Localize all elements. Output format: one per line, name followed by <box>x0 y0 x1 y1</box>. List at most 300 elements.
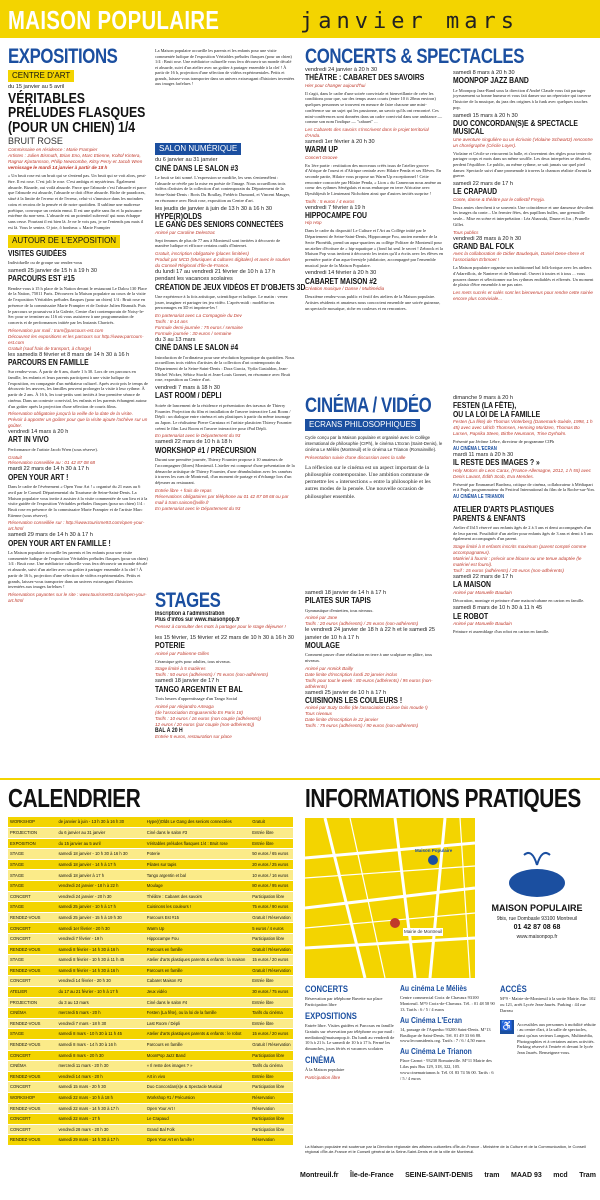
calendar-type: RENDEZ-VOUS <box>8 1103 56 1114</box>
calendar-event: Moulage <box>145 881 250 892</box>
calendar-event: Véritables préludes flasques 1/4 : Bruit rose <box>145 838 250 849</box>
artvivo-resa: Réservation conseillée au : 01 42 87 08 68 <box>8 460 96 466</box>
stages-sub2[interactable]: Plus d'infos sur www.maisonpop.fr <box>155 617 240 624</box>
hippo-sub: Hip Hop <box>305 220 322 226</box>
info-acces-text: M°9 - Mairie-de-Montreuil à la sortie Mairie. Bus 102 ou 121, arrêt Lycée Jean-Jaurès. Parking : 44 rue Dareau <box>500 996 596 1013</box>
s2-title-2: LE GANG DES SENIORS CONNECTÉES <box>155 220 284 230</box>
calendar-date: samedi 8 mars - 14 h 30 à 16 h <box>56 1039 144 1050</box>
cuisine-tarif2: Tarifs : 75 euros (adhérents) / 90 euros (non-adhérents) <box>305 723 419 729</box>
salon-tag: SALON NUMÉRIQUE <box>155 143 241 155</box>
cabmaison-sub: Création musique / Danse / Multimédia <box>305 286 385 292</box>
calendar-row <box>8 1082 293 1093</box>
moulage-date: le vendredi 24 janvier de 18 h à 22 h et le samedi 25 janvier de 10 h à 17 h <box>305 627 435 641</box>
calendar-type: STAGE <box>8 849 56 860</box>
centre-tag: CENTRE D'ART <box>8 70 74 82</box>
calendar-date: samedi 1er février - 20 h 30 <box>56 923 144 934</box>
crapaud-text: Deux amies cherchent à se souvenir. Une coïncidence et une danseuse dévoilent les images du conte... Un fermier fêtes, des papillons bulles, une grenouille seule... Mise en scène et interprétation : Léa Abarzaki, Dasne et Jos ; Prunelle Gillet. <box>453 204 594 227</box>
whale-logo-icon <box>502 843 572 903</box>
calendar-type: STAGE <box>8 1029 56 1040</box>
parcours-date: samedi 25 janvier de 15 h à 19 h 30 <box>8 267 97 274</box>
maison-pin-icon <box>428 855 438 865</box>
calendar-event: Last Room / Dépli <box>145 1018 250 1029</box>
calendar-price: 30 euros / 75 euros <box>250 987 293 998</box>
hippo-title: HIPPOCAMPE FOU <box>305 211 367 221</box>
poterie-tarif: Stage limité à 5 matières <box>155 666 206 672</box>
infos-header <box>305 785 597 815</box>
warmup-date: samedi 1er février à 20 h 30 <box>305 138 375 145</box>
calendar-type: STAGE <box>8 902 56 913</box>
festen-title-2: OU LA LOI DE LA FAMILLE <box>453 409 541 419</box>
cuisine-title: CUISINONS LES COULEURS ! <box>305 695 403 705</box>
poterie-anime: Animé par Fabienne Gilles <box>155 650 210 656</box>
calendar-price: Gratuit / Réservation <box>250 1039 293 1050</box>
famille-date: les samedis 8 février et 8 mars de 14 h 30 à 16 h <box>8 351 130 358</box>
l1-part: En partenariat avec le Département du 93 <box>155 433 241 439</box>
duo-sub: Une aventure singulière ou un écrivain (Violaine Schwartz) rencontre un chorégraphe (Cécile Loyer). <box>453 136 593 148</box>
calendar-event: Parcours Est #15 <box>145 912 250 923</box>
calendar-table <box>8 817 293 1146</box>
pilates-anime: Animé par Jane <box>305 615 338 621</box>
calendar-type: CONCERT <box>8 976 56 987</box>
festen-lieu: AU CINÉMA L'ECRAN <box>453 445 497 452</box>
robot-date: samedi 8 mars de 10 h 30 à 11 h 45 <box>453 605 543 612</box>
info-concerts-heading: CONCERTS <box>305 984 348 994</box>
moonpop-title: MOONPOP JAZZ BAND <box>453 76 529 86</box>
info-acces-heading: ACCÈS <box>500 984 527 994</box>
calendar-row <box>8 1103 293 1114</box>
salon-column <box>155 140 306 585</box>
stages-title: STAGES <box>155 589 221 612</box>
open2-text: La Maison populaire accueille les parents et les enfants pour une visite commentée ludique de l'exposition Véritables préludes flasques (pour un chien) 1/4 : Bruit rose. Une médiatrice culturelle vous fera découvrir un monde décalé et absurde, suivi d'un atelier avec un goûter à partager ensemble à la clef ! À partir de 16 h, projection d'une sélection de vidéos expérimentales. Petits et grands, laissez-vous transporter dans un univers extravagant d'histoires inventées aux images farfelues ! <box>8 550 148 590</box>
hippo-date: vendredi 7 février à 19 h <box>305 204 366 211</box>
concerts-right <box>453 70 595 386</box>
cabmaison-date: vendredi 14 février à 20 h 30 <box>305 270 377 277</box>
calendar-row <box>8 902 293 913</box>
calendar-type: CONCERT <box>8 934 56 945</box>
calendar-date: vendredi 14 février - 20 h 30 <box>56 976 144 987</box>
logo-93: SEINE-SAINT-DENIS <box>405 1172 473 1180</box>
section-divider <box>0 778 600 780</box>
duo-text: Violaine et Cécile se retrouvent la balle, et s'inventent des règles pour tenter de partager corps et mots dans un même souffle. Les deux interprètes se décalent, perdent l'équilibre. Le public, au même rythme, se sait jamais sur quel pied danser. Spectacle suivi d'une promenade à travers la chanson réaliste d'avant la guerre. <box>453 150 592 179</box>
calendar-date: samedi 18 janvier - 10 h 30 à 16 h 30 <box>56 849 144 860</box>
moulage-tarif2: Tarifs pour tout le week : 80 euros (adhérents) / 95 euros (non-adhérents) <box>305 677 433 689</box>
tango-anime: Animé par Alejandro Arteaga <box>155 703 214 709</box>
calendar-price: Entrée libre <box>250 828 293 839</box>
calendar-event: Workshop #1 / Précursion <box>145 1092 250 1103</box>
calendar-event: Parcours en famille <box>145 944 250 955</box>
expo-artists-list: Artistes : Julien Bismuth, Brian Eno, Marc Etienne, Koltof Kintera, Ragnar Kjartansson, Philip Newcombe, Kitsy Perry et Jacob Wren <box>8 153 143 165</box>
tango-tarif1: Tarifs : 10 euros / 16 euros (non couple (adhérents)) <box>155 715 262 721</box>
calendar-row <box>8 817 293 828</box>
warmup-sub: Concert Groove <box>305 154 338 160</box>
s2-produit: Produit par MCD (Musiques & cultures digitales) et avec le soutien du Conseil Régional d'Île-de-France. <box>155 257 291 269</box>
cinema-tag: ECRANS PHILOSOPHIQUES <box>305 419 420 431</box>
cinema-intro-note: Présentation suivie d'une discussion avec la salle <box>305 454 406 460</box>
calendar-event: Art in vivo <box>145 1071 250 1082</box>
calendar-type: PROJECTION <box>8 828 56 839</box>
moulage-text: Comment passer d'une réalisation en terre à une sculpture en plâtre, tous niveaux. <box>305 652 433 663</box>
street <box>305 866 475 878</box>
logo-block <box>478 818 596 978</box>
calendar-price: Participation libre <box>250 1124 293 1135</box>
calendar-event: Jeux vidéo <box>145 987 250 998</box>
moulage-tarif1: Date limite d'inscription lundi 20 janvier inclus <box>305 671 398 677</box>
atelier-text: Atelier d'1h15 réservé aux enfants âgés de 2 à 3 ans et demi accompagnés d'un de leur parent. Possibilité d'un atelier pour enfants âgés de 3 ans et demi à 5 ans également accompagnés d'un parent. <box>453 524 593 542</box>
info-trianon-heading: Au Cinéma Le Trianon <box>400 1047 472 1057</box>
calendar-row <box>8 955 293 966</box>
calendar-row <box>8 1008 293 1019</box>
logo-name: MAISON POPULAIRE <box>491 903 583 914</box>
s3-date: du lundi 17 au vendredi 21 février de 10 h à 17 h pendant les vacances scolaires <box>155 269 276 283</box>
cabaret-sub: Hier pour changer aujourd'hui <box>305 82 366 88</box>
tango-tarif2: 12 euros / 20 euros (par couple (non-adhérents)) <box>155 721 255 727</box>
open1-date: mardi 22 mars de 14 h 30 à 17 h <box>8 466 89 473</box>
calendar-price: Participation libre <box>250 1082 293 1093</box>
calendar-price: Participation libre <box>250 1114 293 1125</box>
calendar-event: Parcours en famille <box>145 1039 250 1050</box>
calendar-type: STAGE <box>8 870 56 881</box>
expositions-column <box>8 46 148 806</box>
calendar-event: Hype(r)Olds Le Gang des seniors connectées <box>145 817 250 828</box>
visites-title: VISITES GUIDÉES <box>8 248 67 258</box>
calendar-row <box>8 870 293 881</box>
calendar-event: Ciné dans le salon #3 <box>145 828 250 839</box>
calendar-price: Tarifs du cinéma <box>250 1008 293 1019</box>
calendar-type: CONCERT <box>8 1114 56 1125</box>
warmup-text: En 1ère partie : restitution des morceaux créés issus de l'atelier groove d'Afrique de l'ouest et d'Afrique centrale avec Hilaire Penda et ses Elèves. En seconde partie, Hilaire vous propose un Warm'Up exceptionnel ! Cette rencontre concoctée par Hilaire Penda, « Lion » du Cameroun nous amène au coeur des rythmes Sénégalais et nous embarque en terre Africaine avec Djeuhlijeuh le Lieutenant Nichobien ainsi que d'autres invités surprise ! <box>305 162 442 197</box>
famille-title: PARCOURS EN FAMILLE <box>8 357 89 367</box>
calendar-row <box>8 934 293 945</box>
pilates-title: PILATES SUR TAPIS <box>305 596 371 606</box>
moonpop-text: Le Moonpop Jazz-Band sous la direction d'André Claude vous fait partager joyeusement sa bonne humeur et vous fait danser sur un répertoire qui traverse l'histoire de la musique, du jazz des origines à la funk avec quelques touches pop. <box>453 87 592 110</box>
s3-title: CRÉATION DE JEUX VIDÉOS ET D'OBJETS 3D <box>155 282 306 292</box>
s2-gratuit: Gratuit, inscription obligatoire (places limitées) <box>155 251 249 257</box>
info-access-text: Accessibles aux personnes à mobilité réduite : au centre d'art, à la salle de spectacles, ainsi qu'aux secteurs Langues, Multimédia, Photographies et à certaines autres activités. Parking réservé à l'entrée et devant le lycée Jean Jaurès. Renseignez-vous. <box>517 1021 596 1056</box>
map-label-maison: Maison Populaire <box>415 848 453 853</box>
s4-title: CINÉ DANS LE SALON #4 <box>155 343 239 353</box>
calendar-price: Gratuit / Réservation <box>250 944 293 955</box>
artvivo-gratuit: Gratuit <box>8 454 22 460</box>
calendar-date: mercredi 11 mars - 20 h 30 <box>56 1061 144 1072</box>
logo-tram: Tram <box>579 1172 596 1180</box>
famille-text: Sur rendez-vous. À partir de 6 ans, durée 1 h 30. Lors de ces parcours en famille, les enfants et leurs parents participent à une visite ludique de l'exposition, en compagnie d'un médiateur culturel. Après avoir pris le temps de découvrir les œuvres, les familles peuvent prolonger la visite à leur rythme. À partir de 2 ans. À 16 h, les tout-petits sont invités à leur première séance de cinéma. Dans un contexte convivial, les enfants et les parents échangent autour d'un goûter après la projection d'une sélection de courts films. <box>8 369 148 409</box>
festen-text: Festen (La fête) de Thomas Vinterberg (Danemark-Suède, 1998, 1 h 45) avec avec Ulrich Thomsen, Henning Moritzen, Thomas Bo Larsen, Paprika Steen, Birthe Neumann, Trine Dyrholm. <box>453 419 593 436</box>
calendar-event: Warm Up <box>145 923 250 934</box>
cuisine-date: samedi 25 janvier de 10 h à 17 h <box>305 689 387 696</box>
festen-date: dimanche 9 mars à 20 h <box>453 395 514 401</box>
calendar-type: RENDEZ-VOUS <box>8 965 56 976</box>
artvivo-title: ART IN VIVO <box>8 435 49 445</box>
info-trianon-text: Place Carnot - 93230 Romainville. M°11 Mairie des Lilas puis Bus 129, 318, 322, 105. www.cinematrianon.fr. Tél. 01 83 74 56 00. Tarifs : 6 / 5 / 4 euros <box>400 1058 494 1081</box>
calendar-row <box>8 976 293 987</box>
calendar-date: samedi 25 janvier - 15 h à 19 h 30 <box>56 912 144 923</box>
footer-text: La Maison populaire est soutenue par la Direction régionale des affaires culturelles d'Île-de-France - Ministère de la Culture et de la Communication, le Conseil régional d'Île-de-France et le Conseil général de la Seine-Saint-Denis et de la ville de Montreuil. <box>305 1144 586 1155</box>
parcours-links[interactable]: Découvrez les expositions et les parcours sur http://www.parcours-est.com <box>8 333 144 345</box>
balfolk-date: vendredi 28 mars à 20 h 30 <box>453 235 522 242</box>
season-label: janvier mars <box>300 9 519 34</box>
logo-site[interactable]: www.maisonpop.fr <box>516 933 558 940</box>
calendar-price: Participation libre <box>250 891 293 902</box>
calendar-row <box>8 1061 293 1072</box>
s3-formule1: Formule demi-journée : 75 euros / semaine <box>155 325 243 331</box>
tango-title: TANGO ARGENTIN ET BAL <box>155 684 243 694</box>
festen-pres: Présenté par Jérôme Lèbre, directeur de programme CIPh <box>453 438 555 444</box>
calendar-type: EXPOSITION <box>8 838 56 849</box>
l1-date: vendredi 7 mars à 18 h 30 <box>155 385 220 392</box>
map-label-mairie: Mairie de Montreuil <box>404 929 443 934</box>
open2-date: samedi 29 mars de 14 h 30 à 17 h <box>8 532 93 539</box>
calendar-section <box>8 785 293 1195</box>
calendar-event: Cabaret Maison #2 <box>145 976 250 987</box>
cabaret-date: vendredi 24 janvier à 20 h 30 <box>305 67 378 73</box>
atelier-title-1: ATELIER D'ARTS PLASTIQUES <box>453 505 554 515</box>
moulage-title: MOULAGE <box>305 640 340 650</box>
tango-bal: BAL À 20 H <box>155 727 183 734</box>
crapaud-date: samedi 22 mars de 17 h <box>453 181 514 188</box>
moulage-anime: Animé par Annick Bailly <box>305 665 354 671</box>
calendar-date: samedi 18 janvier - 14 h à 17 h <box>56 859 144 870</box>
calendar-date: vendredi 24 janvier - 18 h à 22 h <box>56 881 144 892</box>
open1-resa[interactable]: Réservation conseillée sur : http://www.tourisme93.com/open-your-art.html <box>8 520 145 532</box>
logo-maad: MAAD 93 <box>511 1172 542 1180</box>
w-title: WORKSHOP #1 / PRÉCURSION <box>155 445 257 455</box>
street <box>460 818 470 978</box>
calendar-type: CONCERT <box>8 923 56 934</box>
info-expo-heading: EXPOSITIONS <box>305 1010 357 1021</box>
infos-title: INFORMATIONS PRATIQUES <box>305 783 581 813</box>
calendar-row <box>8 923 293 934</box>
parcours-text: Rendez-vous à 15 h place de la Nation devant le restaurant Le Dalou 130 Place de la Nation, 75011 Paris. Découvrez la Maison populaire au cours de la visite de l'exposition Véritables préludes flasques (pour un chien) 1/4 : Bruit rose en présence de la commissaire Marie Frampier et de l'artiste Julien Bismuth. Puis le parcours se poursuivra à la Galerie, Centre d'art contemporain de Noisy-le-Sec pour se terminer au 116 où vous assisterez à une programmation de concerts et de performances initiée par les Instants Chavirés. <box>8 285 147 325</box>
parcours-title: PARCOURS EST #15 <box>8 274 75 284</box>
crapaud-sub: Conte, danse & théâtre par le collectif Freyja. <box>453 196 545 202</box>
images-pres: Présenté par Emmanuel Burdeau, critique de cinéma, collaborateur à Médiapart et à Paplr, programmateur du Festival International du film de la Roche-sur-Yon. <box>453 481 595 493</box>
calendar-event: Grand Bal Folk <box>145 1124 250 1135</box>
calendar-price: Participation libre <box>250 934 293 945</box>
s2-date: les jeudis de janvier à juin de 13 h 30 à 16 h 30 <box>155 205 272 212</box>
calendar-event: Tango argentin et bal <box>145 870 250 881</box>
expo-vernissage: vernissage le mardi 14 janvier à partir de 18 h <box>8 165 108 171</box>
calendar-date: vendredi 24 janvier - 20 h 30 <box>56 891 144 902</box>
w-tarif: Entrée libre + frais de repas <box>155 487 212 493</box>
images-lieu: AU CINÉMA LE TRIANON <box>453 493 505 500</box>
maison-title: LA MAISON <box>453 580 491 590</box>
calendar-price: Entrée libre <box>250 997 293 1008</box>
cuisine-tarif1: Date limite d'inscription le 22 janvier <box>305 717 379 723</box>
images-date: mardi 11 mars à 20 h 30 <box>453 451 514 458</box>
calendar-event: « Il reste des images ? » <box>145 1061 250 1072</box>
metro-icon <box>390 918 400 928</box>
visites-sub: Individuelle ou de groupe sur rendez-vous <box>8 260 83 266</box>
expo-artist: BRUIT ROSE <box>8 135 63 146</box>
calendar-date: vendredi 7 mars - 18 h 30 <box>56 1018 144 1029</box>
crapaud-tarif: Tous publics <box>453 229 479 235</box>
cinema-left <box>305 395 445 590</box>
street <box>325 818 365 978</box>
artvivo-date: vendredi 14 mars à 20 h <box>8 429 69 436</box>
festen-title-1: FESTEN (LA FÊTE), <box>453 401 517 411</box>
calendar-type: CONCERT <box>8 891 56 902</box>
open2-text-cont: La Maison populaire accueille les parents et les enfants pour une visite commentée ludique de l'exposition Véritables préludes flasques (pour un chien) 1/4 : Bruit rose. Une médiatrice culturelle vous fera découvrir un monde décalé et absurde, suivi d'un atelier avec un goûter à partager ensemble à la clef ! À partir de 16 h, projection d'une sélection de vidéos expérimentales. Petits et grands, laissez-vous transporter dans un univers extravagant d'histoires inventées aux images farfelues ! <box>155 48 295 87</box>
hippo-text: Dans le cadre du dispositif Le Culture et l'Art au Collège initié par le Département de Seine-Saint-Denis, Hippocampe Fou, ancien membre de la Secte Phonétik, prend un aqua-quartiers au collège Politzer de Montreuil pour un atelier d'écriture de « hip-aquatique » (fond lui seul le secret ! Zebrock et la Maison Pop vous invitent à découvrir les textes qu'il a écrits avec les élèves en première partie d'un aqua-freestyle jubilatoire, accompagné par l'ensemble musical juste de la Maison Populaire. <box>305 228 444 268</box>
tango-bal-tarif: Entrée 5 euros, restauration sur place <box>155 733 232 739</box>
duo-date: samedi 15 mars à 20 h 30 <box>453 112 518 119</box>
calendar-row <box>8 1135 293 1146</box>
s3-tarif: Tarifs : 8-14 ans <box>155 319 188 325</box>
brand-title: MAISON POPULAIRE <box>8 5 220 35</box>
s1-title: CINÉ DANS LE SALON #3 <box>155 163 239 173</box>
warmup-title: WARM UP <box>305 145 338 155</box>
expo-main-title-3: (POUR UN CHIEN) 1/4 <box>8 119 136 137</box>
maison-anime: Animé par Manuelle Baudain <box>453 589 512 595</box>
info-cinema-participation: Participation libre <box>305 1075 341 1081</box>
info-cinema-text: À la Maison populaire <box>305 1067 345 1073</box>
stages-right <box>305 590 445 775</box>
logo-tram-small: tram <box>484 1172 500 1180</box>
calendar-row <box>8 891 293 902</box>
infos-col-3 <box>500 985 596 1155</box>
expo-continuation <box>155 46 295 136</box>
calendar-type: RENDEZ-VOUS <box>8 1018 56 1029</box>
calendar-event: Open Your Art ! <box>145 1103 250 1114</box>
wheelchair-icon: ♿ <box>500 1020 514 1032</box>
expo-quote: « Un bruit rose est un bruit qui se s'entend pas. Un bruit qui se voit alors, peut-être. Il est rose. C'est joli le rose. C'est ambigu et mystérieux. Également absurde. Bizarde, oui voilà absurde. Parce que l'absurde c'est l'absurde et parce que l'absurde est absurde, l'absurde se doit d'être absurde. Riche de paradoxes, situé à la limite de l'erreur et de l'erreur, celui-ci s'immisce dans les moindres coins et recoins de la pensée et de notre quotidien. Il sublime une maîtresse poétique, convoque un certain ennui. Il est une quête sans fin et la puissance extrême du non-sens. L'absurde est un potentiel subversif qui nous échappe sans cesse. Pourtant il est bien là. Je ne le vois pas, je ne l'entends pas mais il est là. Vous le sentez. O joie, ô bonheur. » Marie Frampier <box>8 173 147 230</box>
calendar-price: Gratuit / Réservation <box>250 965 293 976</box>
stages-left <box>155 635 295 775</box>
s3-text: Une expérience à la fois artistique, scientifique et ludique. Le matin : venez jouer, imaginer et partager tes jeu vidéo. L'après-midi : modélise tes personnages en 3D et imprime-les ! <box>155 293 288 311</box>
calendar-price: Tarifs du cinéma <box>250 1061 293 1072</box>
calendar-date: du 6 janvier au 31 janvier <box>56 828 144 839</box>
open1-text: Dans le cadre de l'événement « Open Your Art ! » organisé du 21 mars au 6 avril par le Conseil Départemental du Tourisme de Seine-Saint-Denis. La Maison populaire vous invite à assister à la visite commentée de son lieu et à la visite guidée de l'exposition Véritables préludes flasques (pour un chien) 1/4 : Bruit rose en présence de la commissaire Marie Frampier et de l'artiste Marc Etienne (sous réserve). <box>8 484 148 518</box>
calendar-date: samedi 8 mars - 10 h 30 à 11 h 45 <box>56 1029 144 1040</box>
calendar-type: STAGE <box>8 859 56 870</box>
poterie-date: les 15 février, 15 février et 22 mars de 10 h 30 à 16 h 30 <box>155 635 294 641</box>
calendar-price: Entrée libre <box>250 1018 293 1029</box>
atelier-stage: Stage limité à 8 enfants inscrits maximum (parent compté comme accompagnateur). <box>453 544 587 556</box>
street <box>305 913 475 928</box>
open1-title: OPEN YOUR ART ! <box>8 472 69 482</box>
atelier-tarif: Tarif : 15 euros (adhérents) / 20 euros (non-adhérents) <box>453 568 564 574</box>
robot-title: LE ROBOT <box>453 611 489 621</box>
logo-address: 9bis, rue Dombasle 93100 Montreuil <box>496 915 578 922</box>
s2-title-1: HYPE(R)OLDS <box>155 211 202 221</box>
parcours-gratuit: Gratuit (sauf frais de transport, à charge) <box>8 345 91 351</box>
calendar-price: Gratuit / Réservation <box>250 912 293 923</box>
calendar-date: vendredi 28 mars - 20 h 30 <box>56 1124 144 1135</box>
calendar-date: du 17 au 21 février - 10 h à 17 h <box>56 987 144 998</box>
tango-text: Trois heures d'apprentissage d'un Tango Social <box>155 695 238 701</box>
calendar-event: Festen (La fête), ou la loi de la famille <box>145 1008 250 1019</box>
calendar-date: samedi 22 mars - 10 h à 18 h <box>56 1092 144 1103</box>
expo-main-title-2: PRÉLUDES FLASQUES <box>8 104 146 122</box>
robot-text: Peinture et assemblage d'un robot en carton en famille. <box>453 628 550 634</box>
calendar-row <box>8 987 293 998</box>
calendar-price: 15 euros / 20 euros <box>250 955 293 966</box>
calendar-type: RENDEZ-VOUS <box>8 1135 56 1146</box>
centre-date: du 15 janvier au 5 avril <box>8 84 65 91</box>
calendar-row <box>8 859 293 870</box>
calendar-row <box>8 1050 293 1061</box>
calendar-event: MoonPop Jazz Band <box>145 1050 250 1061</box>
poterie-title: POTERIE <box>155 641 185 651</box>
info-melies-heading: Au cinéma Le Méliès <box>400 984 467 993</box>
l1-text: Soirée de lancement de la résidence et présentation des travaux de Thierry Fournier. Projection du film et installation de l'œuvre interactive Last Room / Dépli : un dialogue entre cinéma et arts plastiques à partir du même tournage au Japon. Le réalisateur Pierre Carniaux et l'artiste plasticien Thierry Fournier créent le film Last Room et l'œuvre interactive pour iPad Dépli. <box>155 402 292 431</box>
calendar-date: samedi 8 février - 10 h 30 à 11 h 45 <box>56 955 144 966</box>
cinema-right <box>453 395 595 775</box>
balfolk-note: Les mets sucrés et salés sont les bienvenus pour rendre cette soirée encore plus conviviale... <box>453 290 593 302</box>
calendar-type: CINÉMA <box>8 1008 56 1019</box>
calendar-type: RENDEZ-VOUS <box>8 912 56 923</box>
cabmaison-title: CABARET MAISON #2 <box>305 276 377 286</box>
calendar-event: Ciné dans le salon #4 <box>145 997 250 1008</box>
calendar-price: 20 euros / 25 euros <box>250 859 293 870</box>
calendar-price: Gratuit <box>250 817 293 828</box>
calendar-date: samedi 22 mars - 17 h <box>56 1114 144 1125</box>
tango-date: samedi 18 janvier de 17 h <box>155 678 220 685</box>
l1-title: LAST ROOM / DÉPLI <box>155 391 222 401</box>
pilates-tarif: Tarifs : 20 euros (adhérents) / 25 euros (non-adhérents) <box>305 621 419 627</box>
header-bar <box>0 0 600 38</box>
calendar-event: Duo Concordan(s)e & Spectacle Musical <box>145 1082 250 1093</box>
calendar-row <box>8 828 293 839</box>
w-text: Durant une première journée, Thierry Fournier propose à 10 amateurs de l'accompagner (libres) Montreuil. L'atelier est composé d'une présentation de la démarche artistique de Thierry Fournier, d'une déambulation avec les caméras à travers les rues de Montreuil, d'un moment de partage et d'échange lors d'un déjeuner au restaurant. <box>155 457 295 485</box>
calendar-row <box>8 944 293 955</box>
calendar-date: du 15 janvier au 5 avril <box>56 838 144 849</box>
expo-main-title-1: VÉRITABLES <box>8 89 86 107</box>
street <box>430 818 445 978</box>
calendar-price: Entrée libre <box>250 1071 293 1082</box>
calendar-date: samedi 25 janvier - 10 h à 17 h <box>56 902 144 913</box>
logo-idf: Île-de-France <box>350 1172 394 1180</box>
info-expo-text: Entrée libre. Visites guidées et Parcours en famille Gratuits sur réservation par téléphone ou par mail : mediation@maisonpop.fr. Du lundi au vendredi de 10 h à 21 h. Le samedi de 10 h à 17 h. Fermé les dimanches, jours fériés et vacances scolaires <box>305 1023 395 1052</box>
calendar-price: 5 euros / 4 euros <box>250 923 293 934</box>
s1-text: Le bruit se fait sonné. L'expression se modifie, les sens s'entremêlent : l'absurde se révèle par la mise en poésie de l'image. Nous accueillons trois vidéos d'artistes de la collection d'art contemporain du Département de la Seine-Saint-Denis : Boris Du Boullay, Frédéric Dumond, et Vincent Mauger, en résonance avec Bruit rose, exposition au Centre d'art. <box>155 175 291 203</box>
balfolk-text: La Maison populaire organise son traditionnel bal folk-lorique avec les ateliers d'Adareillois, de Nanterre et de Montreuil. Ouvert à toutes et à tous ... vous pourrez danser et sélectionner sur les rythmes endiablés et effrenés. Un moment de plaisir d'être ensemble à ne pas rater. <box>453 265 594 288</box>
tango-assoc: (de l'association Enguaserrido En Paris 18) <box>155 709 243 715</box>
logo-montreuil: Montreuil.fr <box>300 1172 339 1180</box>
calendar-price: 50 euros / 65 euros <box>250 849 293 860</box>
w-part: En partenariat avec le Département du 93 <box>155 505 241 511</box>
calendar-price: Participation libre <box>250 1050 293 1061</box>
open2-resa[interactable]: Réservations payantes sur le site : www.tourisme93.com/open-your-art.html <box>8 592 147 603</box>
parcours-resa: Réservation par mail : tram@parcours-est.com <box>8 327 104 333</box>
calendar-row <box>8 997 293 1008</box>
images-text: Holy Motors de Leos Carax, (France-Allemagne, 2012, 1 h 55) avec Denis Lavant, Édith Scob, Eva Mendes. <box>453 467 591 479</box>
maison-text: Décoration, montage et peinture d'une maison/cabane en carton en famille. <box>453 597 585 603</box>
calendar-date: de janvier à juin - 13 h 30 à 16 h 30 <box>56 817 144 828</box>
s3-partenariat: En partenariat avec La Compagnie du Dev <box>155 313 242 319</box>
calendar-date: mercredi 5 mars - 20 h <box>56 1008 144 1019</box>
s4-text: Introduction de l'ordinateur pour une révolution hypnotique du quotidien. Nous accueillons trois vidéos d'artistes de la collection d'art contemporain du Département de la Seine-Saint-Denis : Dora Garcia, Vydia Gastaldon, Jean-Michel Wicker, Sébicz Stucki et Jean-Louis Gonnet, en résonance avec Bruit rose, exposition au Centre d'art. <box>155 354 295 383</box>
concerts-title: CONCERTS & SPECTACLES <box>305 45 525 68</box>
calendar-row <box>8 838 293 849</box>
info-cinema-heading: CINÉMA <box>305 1054 336 1065</box>
famille-resa: Réservation obligatoire jusqu'à la veille de la date de la visite. Prévoir à apporter un goûter pour que la visite ajoute l'achève sur un goûter. <box>8 411 148 429</box>
calendar-row <box>8 1114 293 1125</box>
infos-col-2 <box>400 985 495 1155</box>
calendar-type: CONCERT <box>8 1082 56 1093</box>
calendar-type: STAGE <box>8 955 56 966</box>
balfolk-sub: Avec la collaboration de Didier Baudequin, Daniel Dene-chere et l'association Erbmoet ! <box>453 251 585 263</box>
map[interactable] <box>305 818 475 978</box>
calendar-event: Poterie <box>145 849 250 860</box>
atelier-mat: Matériel à fournir : prévoir une blouse ou une tenue adaptée (le matériel est fourni). <box>453 556 582 568</box>
calendar-type: STAGE <box>8 881 56 892</box>
calendar-type: CONCERT <box>8 1124 56 1135</box>
s2-anime: Animé par Caroline Delestrac <box>155 229 215 235</box>
duo-title-1: DUO CONCORDAN(S)E & SPECTACLE <box>453 118 578 128</box>
cuisine-anime: Animé par Suzy Gollin (de l'association Cuisse fais moude !) <box>305 705 428 711</box>
logo-phone[interactable]: 01 42 87 08 68 <box>513 924 561 932</box>
